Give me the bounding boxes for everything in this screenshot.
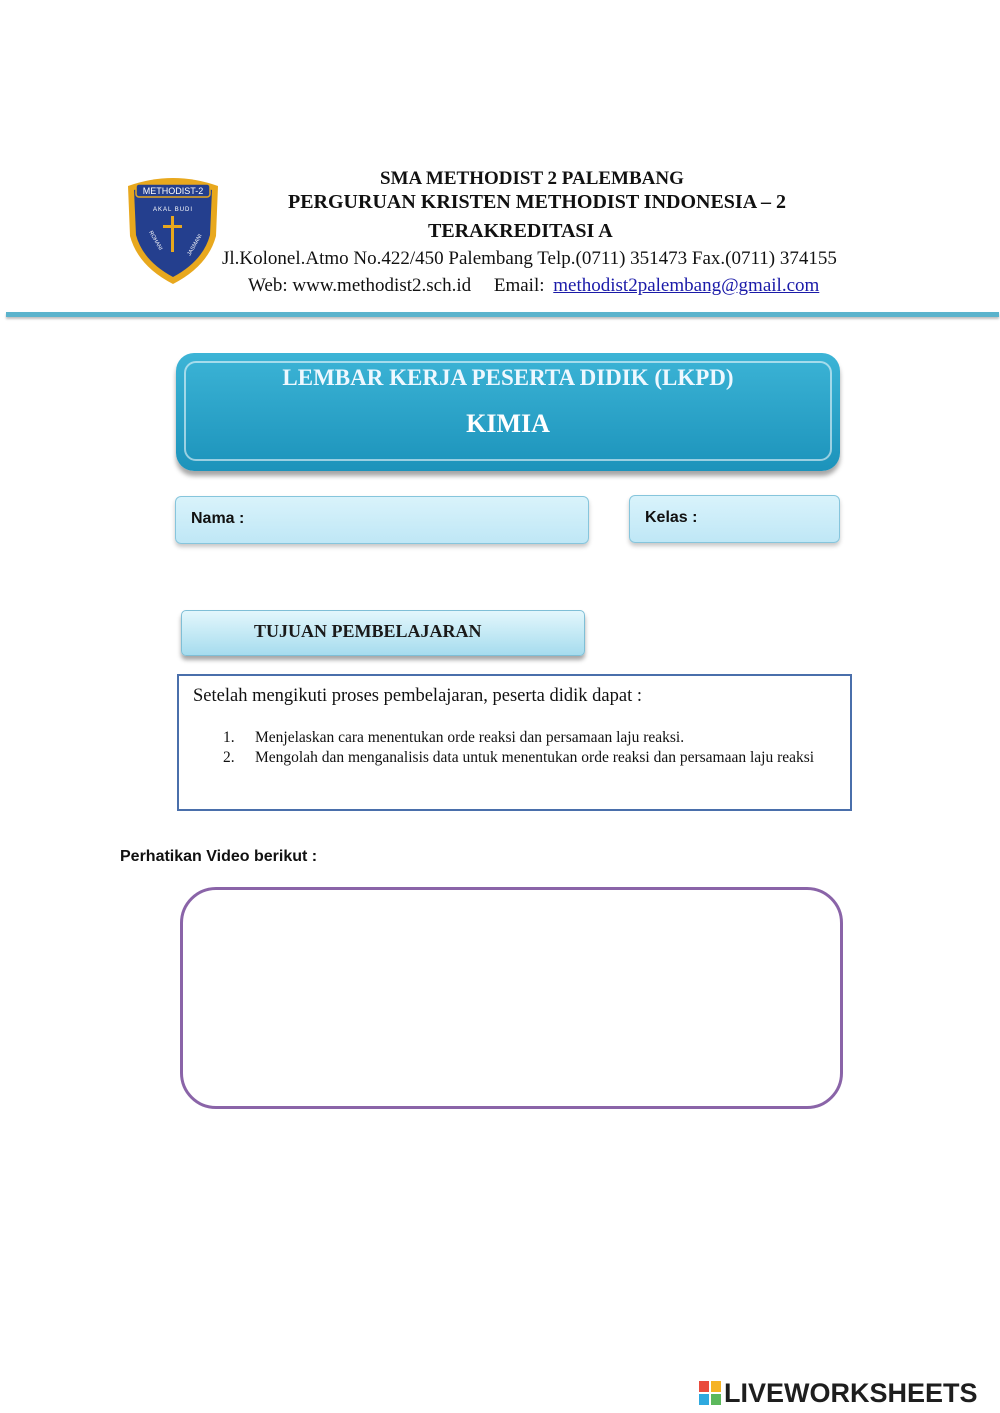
- liveworksheets-brand[interactable]: [698, 1377, 978, 1409]
- objective-number: 1.: [223, 729, 235, 746]
- school-address: Jl.Kolonel.Atmo No.422/450 Palembang Telp.(0711) 351473 Fax.(0711) 374155: [222, 248, 837, 269]
- contact-line: [248, 275, 819, 297]
- objective-item: [223, 748, 823, 768]
- name-field[interactable]: [175, 496, 589, 544]
- objective-item: [223, 728, 823, 748]
- objectives-title: TUJUAN PEMBELAJARAN: [254, 621, 482, 641]
- school-name: SMA METHODIST 2 PALEMBANG: [380, 168, 684, 189]
- objectives-intro: Setelah mengikuti proses pembelajaran, peserta didik dapat :: [193, 686, 642, 706]
- school-logo: [122, 174, 224, 286]
- name-label: Nama :: [191, 510, 245, 527]
- svg-text:METHODIST-2: METHODIST-2: [142, 186, 204, 196]
- objective-number: 2.: [223, 749, 235, 766]
- objective-text: Mengolah dan menganalisis data untuk menentukan orde reaksi dan persamaan laju reaksi: [255, 749, 815, 766]
- title-banner: [176, 353, 840, 471]
- svg-text:AKAL BUDI: AKAL BUDI: [152, 207, 194, 213]
- objectives-list: [223, 728, 823, 768]
- objectives-box: [177, 674, 852, 811]
- email-label: Email:: [493, 275, 545, 296]
- brand-text: LIVEWORKSHEETS: [724, 1377, 978, 1408]
- foundation-name: PERGURUAN KRISTEN METHODIST INDONESIA – 2: [288, 191, 787, 213]
- class-label: Kelas :: [645, 509, 698, 526]
- header-divider: [6, 312, 999, 317]
- video-label: Perhatikan Video berikut :: [120, 848, 318, 865]
- subject-title: KIMIA: [466, 409, 550, 438]
- video-container[interactable]: [180, 887, 843, 1109]
- objectives-header: [181, 610, 585, 656]
- objective-text: Menjelaskan cara menentukan orde reaksi dan persamaan laju reaksi.: [255, 729, 685, 746]
- accreditation: TERAKREDITASI A: [428, 220, 613, 242]
- class-field[interactable]: [629, 495, 840, 543]
- svg-text:JASMANI: JASMANI: [186, 233, 204, 257]
- liveworksheets-logo-icon: [698, 1379, 722, 1407]
- email-link[interactable]: methodist2palembang@gmail.com: [553, 275, 820, 296]
- website-text: Web: www.methodist2.sch.id: [248, 275, 472, 296]
- svg-text:ROHANI: ROHANI: [147, 230, 164, 252]
- worksheet-title: LEMBAR KERJA PESERTA DIDIK (LKPD): [282, 365, 734, 390]
